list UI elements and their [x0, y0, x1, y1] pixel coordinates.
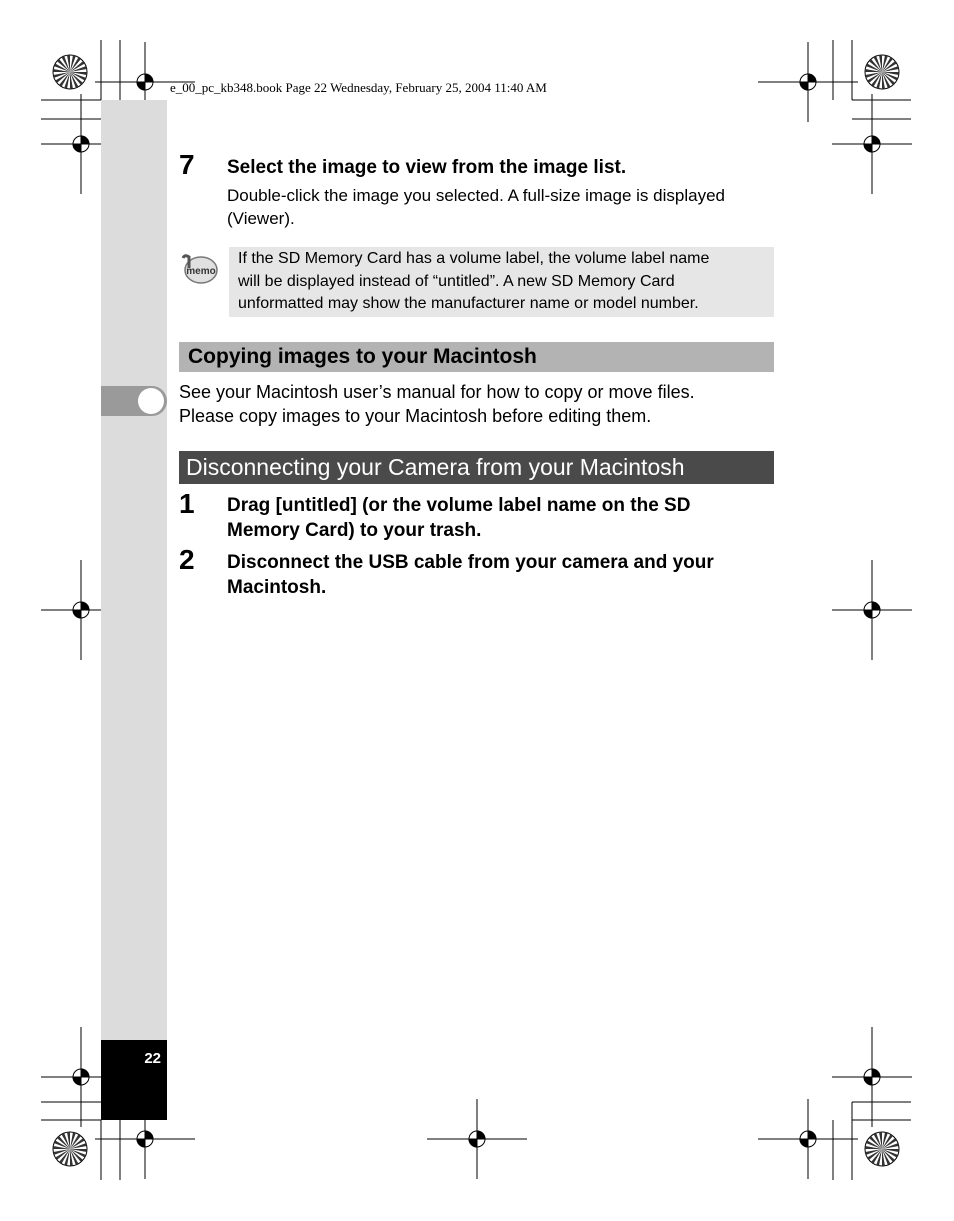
registration-wheel-icon [865, 1132, 899, 1166]
section-body-line: Please copy images to your Macintosh before editing them. [179, 406, 652, 426]
memo-line: If the SD Memory Card has a volume label, the volume label name [238, 250, 710, 267]
section-heading: Disconnecting your Camera from your Macintosh [186, 454, 685, 480]
page-sidebar [101, 100, 167, 1120]
memo-icon [180, 252, 218, 286]
print-header: e_00_pc_kb348.book Page 22 Wednesday, February 25, 2004 11:40 AM [170, 80, 547, 95]
section-heading: Copying images to your Macintosh [188, 345, 537, 368]
step-title: Select the image to view from the image list. [227, 157, 627, 178]
step-number: 1 [179, 488, 195, 519]
step-number: 2 [179, 544, 195, 575]
section-body-line: See your Macintosh user’s manual for how to copy or move files. [179, 382, 695, 402]
step-number: 7 [179, 149, 195, 180]
registration-wheel-icon [865, 55, 899, 89]
step-title-line: Disconnect the USB cable from your camera and your [227, 552, 714, 573]
memo-line: will be displayed instead of “untitled”. A new SD Memory Card [238, 272, 675, 290]
chapter-tab-dot [138, 388, 164, 414]
step-title-line: Drag [untitled] (or the volume label name on the SD [227, 495, 691, 516]
memo-line: unformatted may show the manufacturer name or model number. [238, 295, 699, 312]
page-number: 22 [144, 1050, 161, 1067]
step-body-line: Double-click the image you selected. A full-size image is displayed [227, 186, 725, 205]
step-title-line: Memory Card) to your trash. [227, 520, 482, 541]
registration-wheel-icon [53, 55, 87, 89]
registration-wheel-icon [53, 1132, 87, 1166]
memo-text [238, 248, 773, 316]
memo-icon-label: memo [186, 266, 216, 277]
step-title-line: Macintosh. [227, 577, 327, 598]
step-body-line: (Viewer). [227, 209, 295, 228]
